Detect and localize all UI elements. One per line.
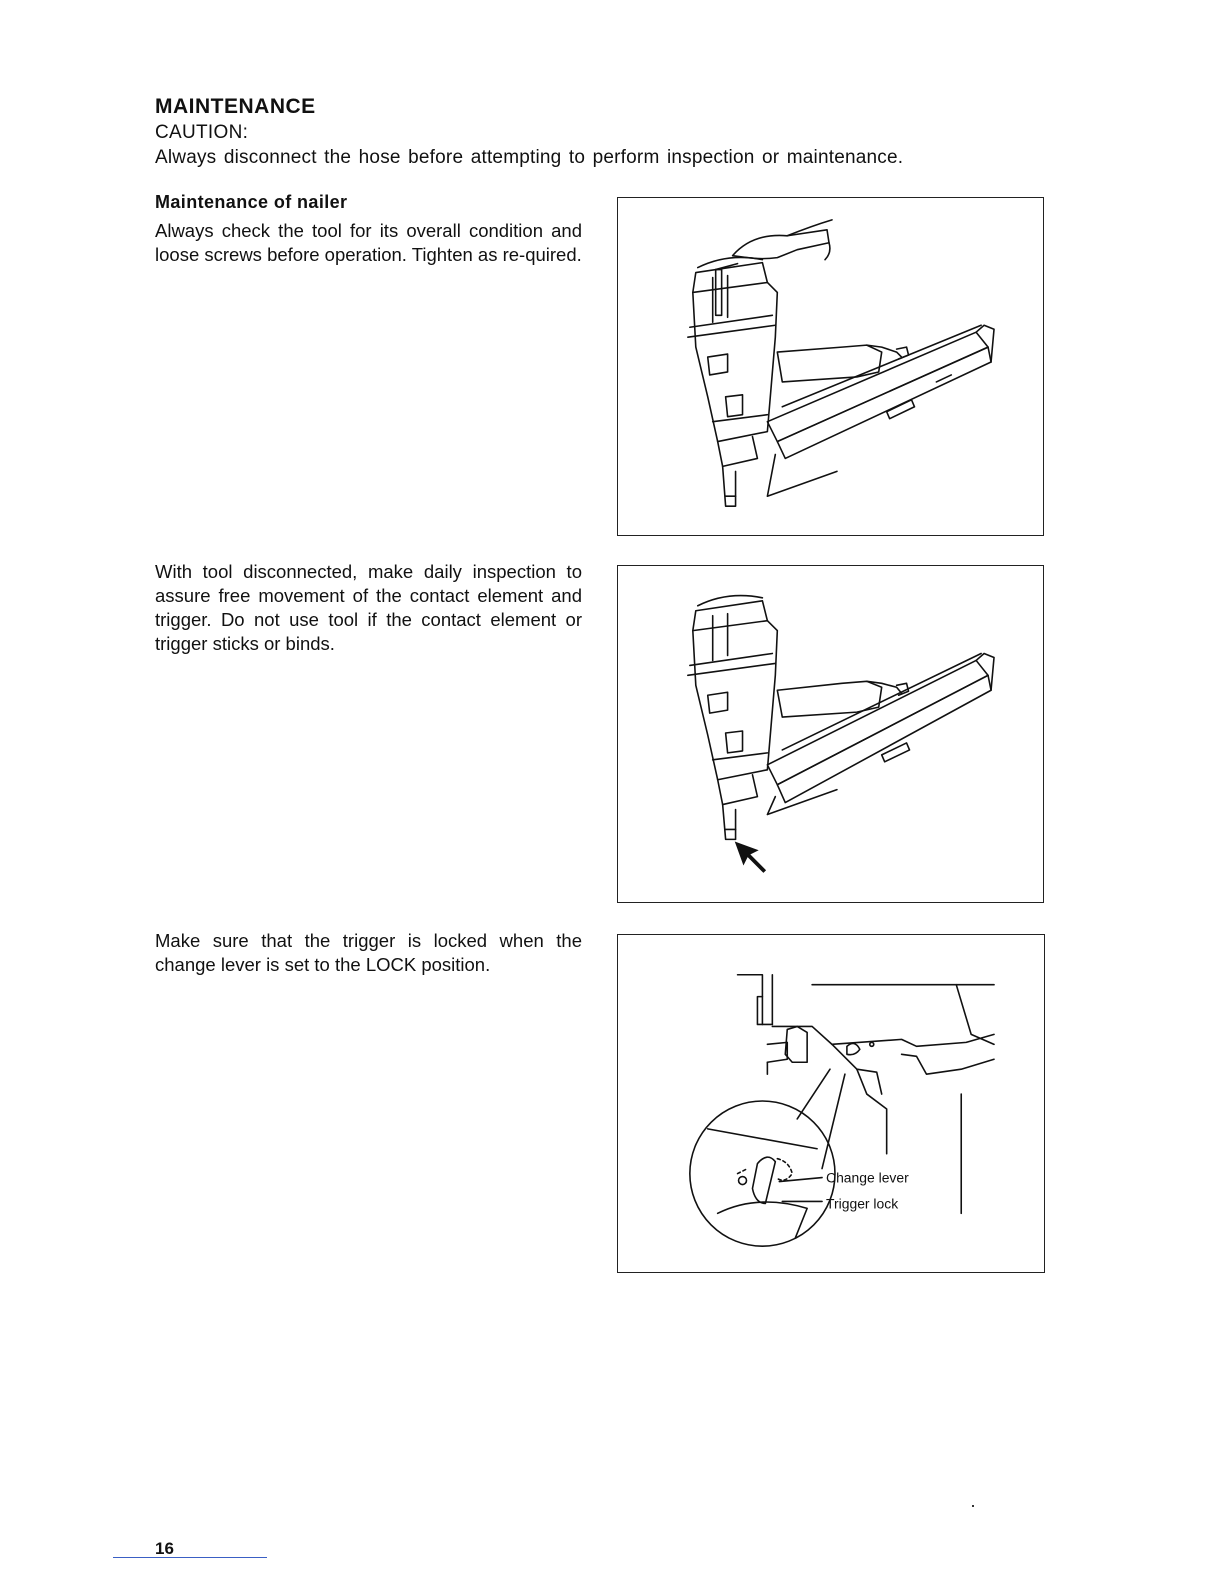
- scan-speck: [972, 1505, 974, 1507]
- caution-text: Always disconnect the hose before attempting to perform inspection or maintenance.: [155, 147, 904, 168]
- paragraph-daily-inspection: With tool disconnected, make daily inspection to assure free movement of the contact element and trigger. Do not use tool if the contact element or trigger sticks or binds.: [155, 561, 582, 654]
- nailer-with-hex-wrench-illustration: [618, 198, 1043, 535]
- callout-change-lever: Change lever: [826, 1169, 909, 1186]
- caution-label: CAUTION:: [155, 122, 249, 143]
- page-number: 16: [155, 1539, 174, 1558]
- subsection-heading: Maintenance of nailer: [155, 192, 348, 212]
- nailer-contact-element-illustration: [618, 566, 1043, 902]
- figure-nailer-screw-check: [617, 197, 1044, 536]
- section-title: MAINTENANCE: [155, 95, 316, 118]
- footer-rule: [113, 1557, 267, 1558]
- figure-trigger-lock-detail: [617, 934, 1045, 1273]
- callout-trigger-lock: Trigger lock: [826, 1195, 899, 1212]
- paragraph-check-condition: Always check the tool for its overall condition and loose screws before operation. Tighten as re-quired.: [155, 220, 582, 265]
- change-lever-detail-illustration: [618, 935, 1044, 1272]
- paragraph-trigger-lock: Make sure that the trigger is locked when the change lever is set to the LOCK position.: [155, 930, 582, 975]
- figure-contact-element-check: [617, 565, 1044, 903]
